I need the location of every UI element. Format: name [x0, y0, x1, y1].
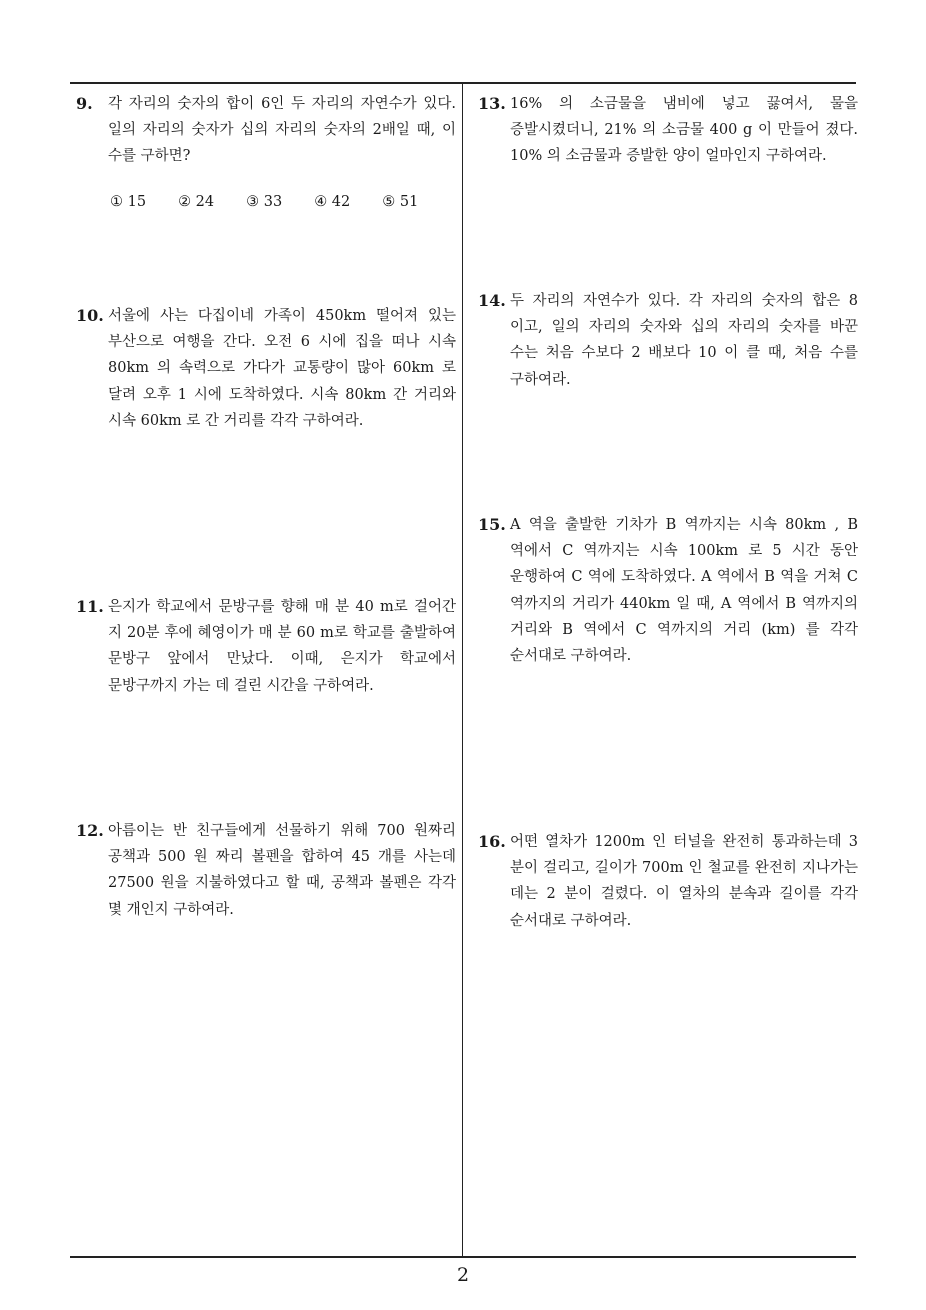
question-text: A 역을 출발한 기차가 B 역까지는 시속 80km , B 역에서 C 역까지는 시속 100km 로 5 시간 동안 운행하여 C 역에 도착하였다. A 역에서 B 역을 거쳐 C 역까지의 거리가 440km 일 때, A 역에서 B 역까지의 거리와 B 역에서 C 역까지의 거리 (km) 를 각각 순서대로 구하여라.	[510, 517, 858, 665]
question-11	[76, 594, 456, 699]
question-number: 15.	[478, 515, 506, 534]
question-12	[76, 818, 456, 923]
question-number: 13.	[478, 94, 506, 113]
column-divider	[462, 83, 463, 1258]
question-13	[478, 91, 858, 170]
bottom-rule	[70, 1256, 856, 1258]
question-text: 16% 의 소금물을 냄비에 넣고 끓여서, 물을 증발시켰더니, 21% 의 소금물 400 g 이 만들어 졌다. 10% 의 소금물과 증발한 양이 얼마인지 구하여라.	[510, 96, 858, 165]
question-number: 16.	[478, 832, 506, 851]
question-9	[76, 91, 456, 170]
question-text: 서울에 사는 다집이네 가족이 450km 떨어져 있는 부산으로 여행을 간다. 오전 6 시에 집을 떠나 시속 80km 의 속력으로 가다가 교통량이 많아 60km 로 달려 오후 1 시에 도착하였다. 시속 80km 간 거리와 시속 60km 로 간 거리를 각각 구하여라.	[108, 308, 456, 429]
question-16	[478, 829, 858, 934]
question-15	[478, 512, 858, 669]
question-number: 12.	[76, 821, 104, 840]
question-number: 11.	[76, 597, 104, 616]
question-number: 9.	[76, 94, 93, 113]
top-rule	[70, 82, 856, 84]
question-number: 14.	[478, 291, 506, 310]
question-text: 두 자리의 자연수가 있다. 각 자리의 숫자의 합은 8 이고, 일의 자리의 숫자와 십의 자리의 숫자를 바꾼 수는 처음 수보다 2 배보다 10 이 클 때, 처음 수를 구하여라.	[510, 293, 858, 388]
question-text: 어떤 열차가 1200m 인 터널을 완전히 통과하는데 3 분이 걸리고, 길이가 700m 인 철교를 완전히 지나가는 데는 2 분이 걸렸다. 이 열차의 분속과 길이를 각각 순서대로 구하여라.	[510, 834, 858, 929]
answer-choices	[110, 194, 450, 210]
page-number: 2	[456, 1264, 470, 1286]
choice-1[interactable]: ① 15	[110, 194, 147, 210]
choice-2[interactable]: ② 24	[178, 194, 215, 210]
question-text: 은지가 학교에서 문방구를 향해 매 분 40 m로 걸어간 지 20분 후에 혜영이가 매 분 60 m로 학교를 출발하여 문방구 앞에서 만났다. 이때, 은지가 학교에서 문방구까지 가는 데 걸린 시간을 구하여라.	[108, 599, 456, 694]
choice-5[interactable]: ⑤ 51	[382, 194, 419, 210]
question-10	[76, 303, 456, 434]
choice-4[interactable]: ④ 42	[314, 194, 351, 210]
choice-3[interactable]: ③ 33	[246, 194, 283, 210]
question-number: 10.	[76, 306, 104, 325]
question-text: 각 자리의 숫자의 합이 6인 두 자리의 자연수가 있다. 일의 자리의 숫자가 십의 자리의 숫자의 2배일 때, 이 수를 구하면?	[108, 96, 456, 165]
question-14	[478, 288, 858, 393]
question-text: 아름이는 반 친구들에게 선물하기 위해 700 원짜리 공책과 500 원 짜리 볼펜을 합하여 45 개를 사는데 27500 원을 지불하였다고 할 때, 공책과 볼펜은 각각 몇 개인지 구하여라.	[108, 823, 456, 918]
